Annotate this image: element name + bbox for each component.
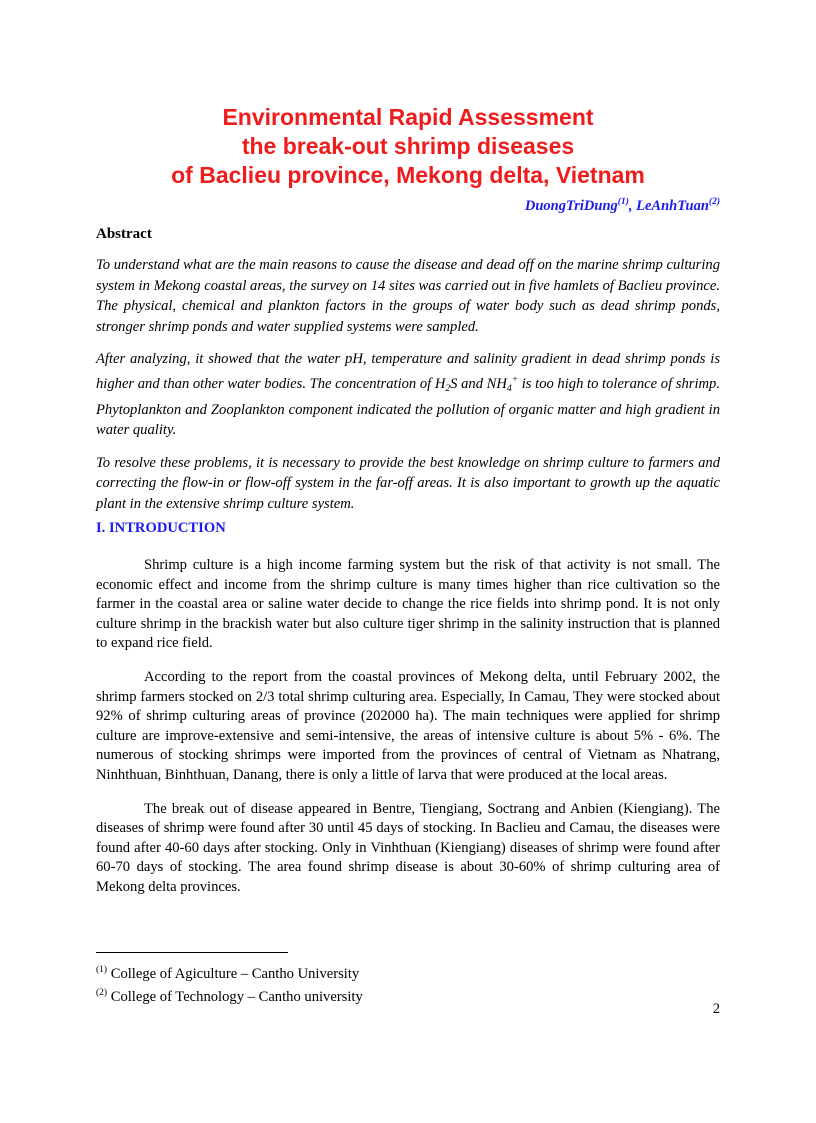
abstract-paragraph-2: [96, 349, 720, 440]
author-affiliation-mark-1: (1): [617, 197, 629, 207]
title-line-3: of Baclieu province, Mekong delta, Vietnam: [171, 162, 645, 188]
footnote-2: [96, 984, 363, 1007]
footnote-divider: [96, 952, 288, 953]
body-paragraph-3: The break out of disease appeared in Bentre, Tiengiang, Soctrang and Anbien (Kiengiang). The diseases of shrimp were found after 30 until 45 days of stocking. In Baclieu and Camau, the diseases were found after 40-60 days after stocking. Only in Vinhthuan (Kiengiang) diseases of shrimp were found after 60-70 days of stocking. The area found shrimp disease is about 30-60% of shrimp culturing area of Mekong delta provinces.: [96, 800, 720, 895]
section-heading-introduction: I. INTRODUCTION: [96, 520, 226, 536]
footnote-mark-2: (2): [96, 988, 108, 999]
body-paragraph-2: According to the report from the coastal provinces of Mekong delta, until February 2002, the shrimp farmers stocked on 2/3 total shrimp culturing area. Especially, In Camau, They were stocked about 92% of shrimp culturing areas of province (202000 ha). The main techniques were applied for shrimp culture are improve-extensive and semi-intensive, the areas of intensive culture is about 5% - 6%. The numerous of stocking shrimps were imported from the provinces of central of Vietnam as Nhatrang, Ninhthuan, Binhthuan, Danang, there is only a little of larva that were produced at the local areas.: [96, 668, 720, 783]
introduction-body: [96, 556, 720, 912]
body-paragraph-1: Shrimp culture is a high income farming system but the risk of that activity is not small. The economic effect and income from the shrimp culture is many times higher than rice cultivation so the farmer in the coastal area or saline water decide to change the rice fields into shrimp pond. It is not only culture shrimp in the brackish water but also culture tiger shrimp in the salinity instruction that is planned to expand rice field.: [96, 557, 720, 652]
abstract-paragraph-1: To understand what are the main reasons to cause the disease and dead off on the marine shrimp culturing system in Mekong coastal areas, the survey on 14 sites was carried out in five hamlets of Baclieu province. The physical, chemical and plankton factors in the groups of water body such as dead shrimp ponds, stronger shrimp ponds and water supplied systems were sampled.: [96, 257, 720, 335]
abstract-body: [96, 255, 720, 527]
footnotes: [96, 961, 363, 1008]
paper-title: [96, 103, 720, 190]
abstract-p2-text-c: is too high to tolerance of shrimp. Phytoplankton and Zooplankton component indicated the pollution of organic matter and high gradient in water quality.: [96, 375, 720, 439]
abstract-p2-text-a: After analyzing, it showed that the water pH, temperature and salinity gradient in dead shrimp ponds is higher and than other water bodies. The concentration of H: [96, 351, 720, 392]
abstract-paragraph-3: To resolve these problems, it is necessary to provide the best knowledge on shrimp culture to farmers and correcting the flow-in or flow-off system in the far-off areas. It is also important to growth up the aquatic plant in the extensive shrimp culture system.: [96, 454, 720, 512]
title-line-1: Environmental Rapid Assessment: [222, 104, 594, 130]
nh4-subscript: 4: [506, 383, 512, 394]
author-affiliation-mark-2: (2): [708, 197, 720, 207]
author-name-2: LeAnhTuan: [636, 197, 709, 214]
footnote-mark-1: (1): [96, 965, 108, 975]
abstract-p2-text-b: S and NH: [450, 375, 507, 392]
footnote-text-2: College of Technology – Cantho university: [107, 989, 363, 1006]
abstract-heading: Abstract: [96, 226, 152, 242]
footnote-text-1: College of Agiculture – Cantho University: [107, 965, 360, 982]
author-separator: ,: [628, 197, 637, 214]
footnote-1: [96, 961, 363, 984]
author-name-1: DuongTriDung: [524, 197, 618, 214]
title-line-2: the break-out shrimp diseases: [241, 133, 575, 159]
author-line: [525, 197, 720, 215]
page-number: 2: [712, 1001, 720, 1017]
nh4-superscript: +: [511, 374, 519, 385]
h2s-subscript: 2: [445, 383, 451, 394]
